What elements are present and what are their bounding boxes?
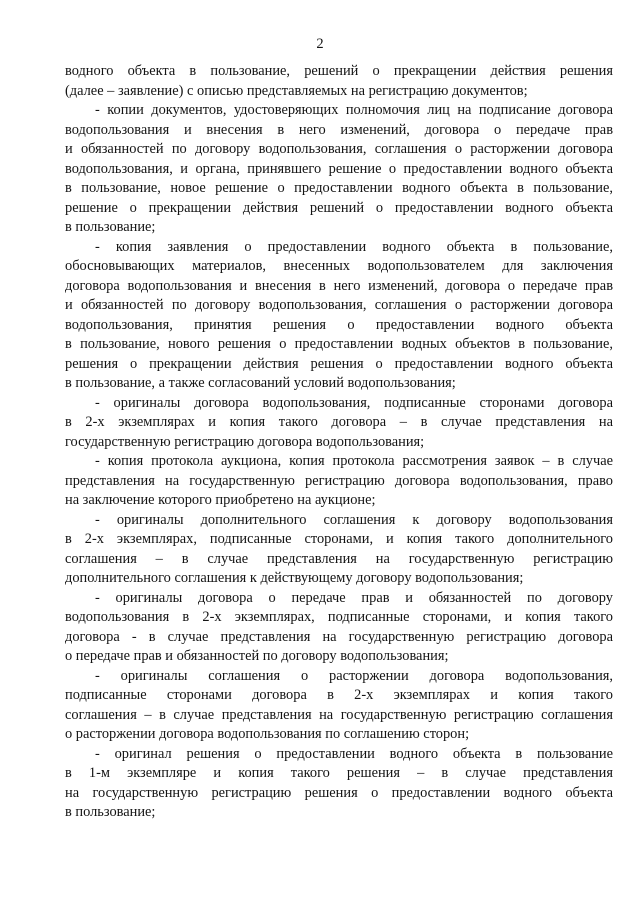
paragraph (65, 452, 613, 511)
text-line: договора водопользования и внесения в него изменений, договора о передаче прав (65, 277, 613, 294)
text-line: - оригиналы договора о передаче прав и обязанностей по договору (95, 589, 613, 606)
paragraph (65, 394, 613, 453)
text-line: на заключение которого приобретено на аукционе; (65, 492, 376, 508)
text-line: в 1-м экземпляре и копия такого решения – в случае представления (65, 765, 613, 781)
text-line: решение о прекращении действия решений о предоставлении водного объекта (65, 199, 613, 216)
text-line: дополнительного соглашения к действующему договору водопользования; (65, 570, 524, 586)
text-line: в 2-х экземплярах, подписанные сторонами, и копия такого дополнительного (65, 531, 613, 547)
paragraph (65, 101, 613, 238)
text-line: - оригиналы договора водопользования, подписанные сторонами договора (95, 394, 613, 411)
text-line: - оригинал решения о предоставлении водного объекта в пользование (95, 745, 613, 762)
text-line: в пользование; (65, 219, 156, 235)
text-line: подписанные сторонами договора в 2-х экземплярах и копия такого (65, 687, 613, 703)
document-body (65, 62, 613, 823)
paragraph (65, 238, 613, 394)
paragraph (65, 667, 613, 745)
text-line: водопользования, принятия решения о предоставлении водного объекта (65, 316, 613, 333)
text-line: водопользования, и органа, принявшего решение о предоставлении водного объекта (65, 160, 613, 177)
paragraph (65, 745, 613, 823)
paragraph (65, 62, 613, 101)
text-line: - оригиналы дополнительного соглашения к договору водопользования (95, 511, 613, 528)
text-line: водного объекта в пользование, решений о прекращении действия решения (65, 63, 613, 79)
text-line: водопользования в 2-х экземплярах, подписанные сторонами, и копия такого (65, 609, 613, 625)
text-line: - копии документов, удостоверяющих полномочия лиц на подписание договора (95, 102, 613, 118)
text-line: в пользование, а также согласований условий водопользования; (65, 375, 456, 391)
text-line: и обязанностей по договору водопользования, соглашения о расторжении договора (65, 141, 613, 157)
text-line: соглашения – в случае представления на государственную регистрацию соглашения (65, 706, 613, 723)
paragraph (65, 589, 613, 667)
text-line: в пользование, новое решение о предоставлении водного объекта в пользование, (65, 180, 613, 196)
text-line: обосновывающих материалов, внесенных водопользователем для заключения (65, 258, 613, 274)
text-line: - копия протокола аукциона, копия протокола рассмотрения заявок – в случае (95, 453, 613, 469)
text-line: в пользование; (65, 804, 156, 820)
text-line: решения о прекращении действия решения о предоставлении водного объекта (65, 355, 613, 372)
text-line: в 2-х экземплярах и копия такого договора – в случае представления на (65, 414, 613, 430)
text-line: договора - в случае представления на государственную регистрацию договора (65, 628, 613, 645)
text-line: соглашения – в случае представления на государственную регистрацию (65, 550, 613, 567)
paragraph (65, 511, 613, 589)
text-line: (далее – заявление) с описью представляемых на регистрацию документов; (65, 82, 528, 99)
text-line: о расторжении договора водопользования по соглашению сторон; (65, 726, 470, 742)
text-line: - копия заявления о предоставлении водного объекта в пользование, (95, 238, 613, 255)
text-line: - оригиналы соглашения о расторжении договора водопользования, (95, 667, 613, 684)
text-line: в пользование, нового решения о предоставлении водных объектов в пользование, (65, 336, 613, 352)
text-line: о передаче прав и обязанностей по договору водопользования; (65, 648, 449, 664)
text-line: на государственную регистрацию решения о предоставлении водного объекта (65, 784, 613, 801)
text-line: и обязанностей по договору водопользования, соглашения о расторжении договора (65, 297, 613, 313)
text-line: государственную регистрацию договора водопользования; (65, 433, 425, 450)
page-number: 2 (316, 36, 324, 52)
text-line: водопользования и внесения в него изменений, договора о передаче прав (65, 121, 613, 138)
text-line: представления на государственную регистрацию договора водопользования, право (65, 472, 613, 489)
